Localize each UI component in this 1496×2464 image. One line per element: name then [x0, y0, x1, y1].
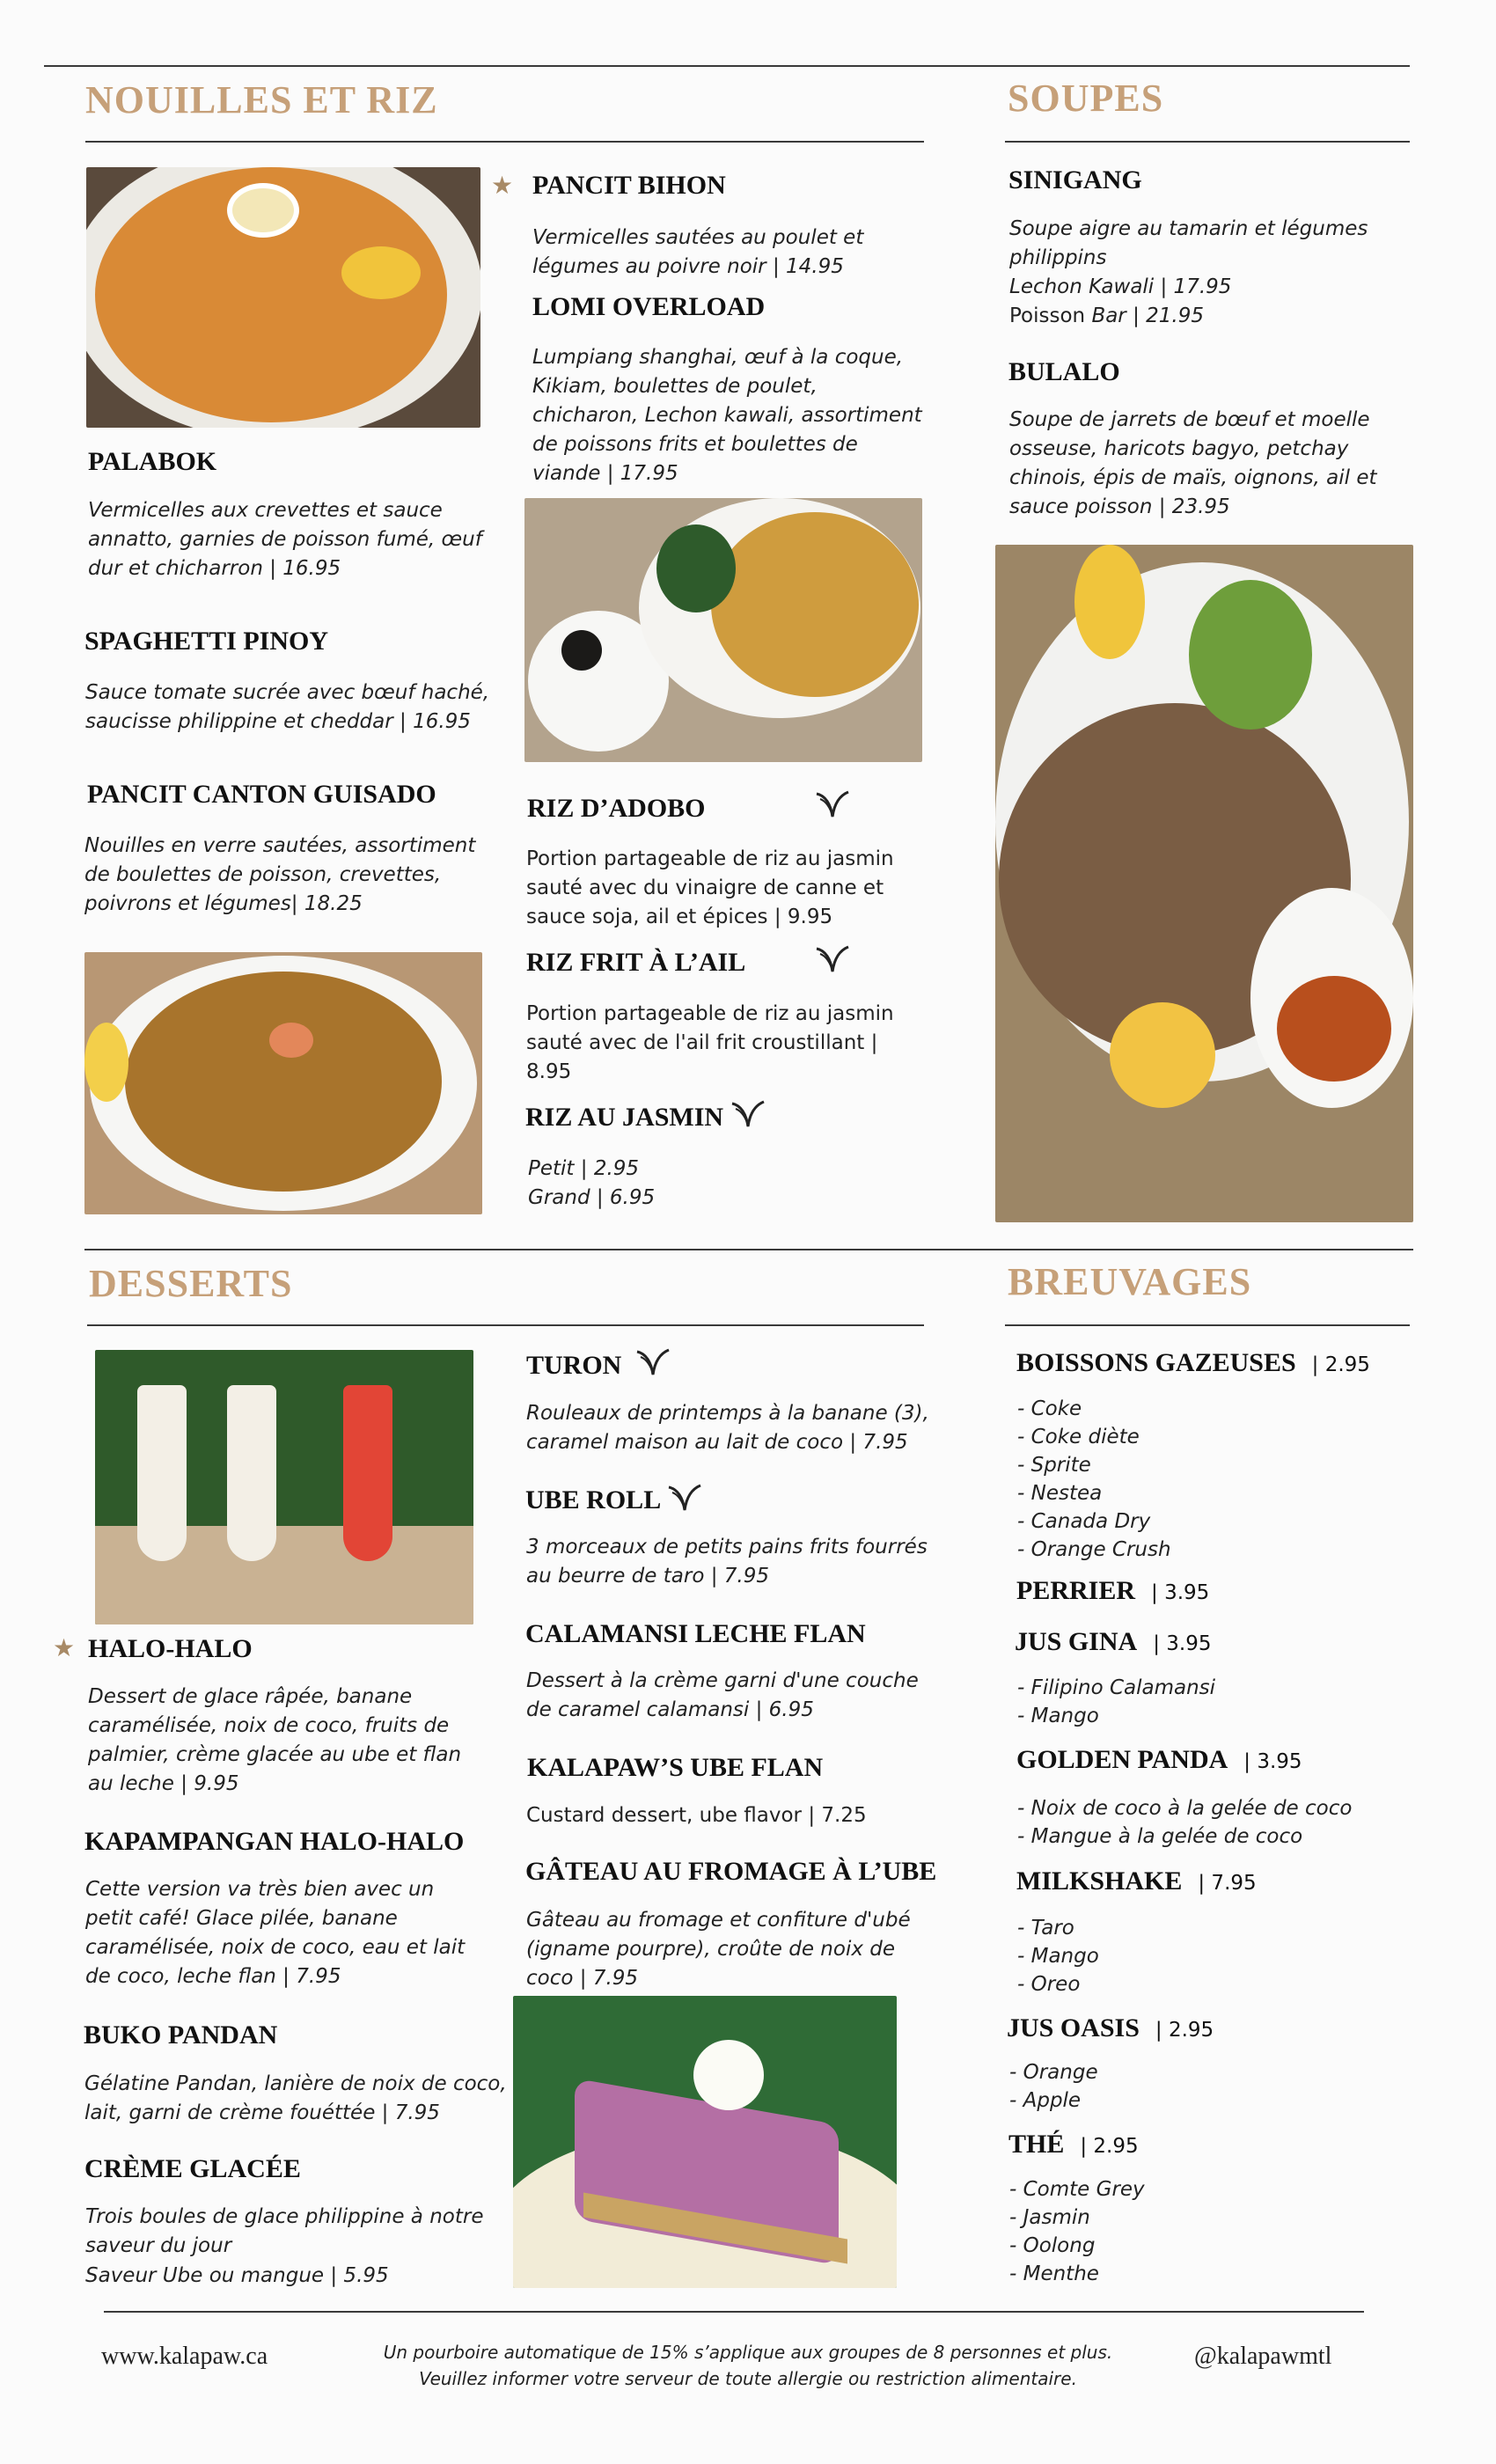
drink-list-panda [1017, 1794, 1352, 1851]
drink-price-gazeuses: | 2.95 [1311, 1353, 1370, 1376]
list-item: - Noix de coco à la gelée de coco [1017, 1797, 1353, 1820]
drink-price-milkshake: | 7.95 [1198, 1872, 1257, 1895]
item-title-calamansi: CALAMANSI LECHE FLAN [525, 1619, 866, 1648]
drink-list-gina [1017, 1674, 1215, 1730]
vegetarian-leaf-icon [813, 945, 852, 975]
list-item: - Canada Dry [1017, 1510, 1151, 1533]
item-title-bulalo: BULALO [1008, 357, 1120, 386]
item-desc-buko: Gélatine Pandan, lanière de noix de coco, lait, garni de crème fouéttée | 7.95 [84, 2072, 507, 2124]
footer-website[interactable]: www.kalapaw.ca [101, 2343, 268, 2370]
item-desc-spaghetti: Sauce tomate sucrée avec bœuf haché, saucisse philippine et cheddar | 16.95 [85, 681, 490, 733]
drink-name-gina: JUS GINA [1015, 1627, 1138, 1656]
vegetarian-leaf-icon [665, 1484, 704, 1514]
fish-label: Poisson [1009, 304, 1092, 327]
section-title-drinks: BREUVAGES [1008, 1260, 1252, 1303]
footer-rule [104, 2311, 1364, 2313]
item-title-canton: PANCIT CANTON GUISADO [87, 780, 436, 809]
drink-title-perrier [1016, 1576, 1209, 1606]
list-item: - Nestea [1017, 1482, 1103, 1505]
drink-price-oasis: | 2.95 [1155, 2019, 1214, 2042]
item-title-sinigang: SINIGANG [1008, 165, 1142, 194]
section-title-noodles: NOUILLES ET RIZ [85, 78, 438, 121]
item-title-adobo: RIZ D’ADOBO [527, 794, 706, 823]
item-price-creme: Saveur Ube ou mangue | 5.95 [85, 2264, 389, 2287]
section-title-desserts: DESSERTS [89, 1262, 293, 1305]
halo-halo-photo [95, 1350, 473, 1624]
drink-list-milkshake [1017, 1914, 1099, 1998]
drink-title-gazeuses [1016, 1348, 1370, 1378]
item-title-turon: TURON [526, 1351, 622, 1380]
section-rule-desserts [87, 1324, 924, 1326]
item-desc-palabok: Vermicelles aux crevettes et sauce annatto, garnies de poisson fumé, œuf dur et chicharron | 16.95 [88, 499, 482, 580]
item-title-uberoll: UBE ROLL [525, 1485, 662, 1514]
item-desc-bihon: Vermicelles sautées au poulet et légumes au poivre noir | 14.95 [532, 226, 864, 278]
fish-price: Bar | 21.95 [1091, 304, 1204, 327]
drink-title-gina [1015, 1627, 1211, 1657]
drink-list-the [1009, 2175, 1145, 2288]
item-desc-creme: Trois boules de glace philippine à notre saveur du jour [85, 2205, 484, 2257]
drink-price-gina: | 3.95 [1153, 1632, 1212, 1655]
star-icon: ★ [53, 1633, 76, 1662]
list-item: - Coke [1017, 1397, 1082, 1420]
item-desc-bulalo: Soupe de jarrets de bœuf et moelle osseuse, haricots bagyo, petchay chinois, épis de maïs, oignons, ail et sauce poisson | 23.95 [1009, 408, 1377, 518]
item-desc-calamansi: Dessert à la crème garni d'une couche de caramel calamansi | 6.95 [526, 1669, 919, 1721]
list-item: - Orange Crush [1017, 1538, 1171, 1561]
drink-title-the [1008, 2130, 1139, 2160]
drink-list-gazeuses [1017, 1395, 1171, 1564]
list-item: - Filipino Calamansi [1017, 1676, 1216, 1699]
list-item: - Sprite [1017, 1454, 1091, 1477]
item-title-lomi: LOMI OVERLOAD [532, 292, 766, 321]
section-rule-soups [1005, 141, 1410, 143]
item-title-spaghetti: SPAGHETTI PINOY [84, 627, 328, 656]
item-title-buko: BUKO PANDAN [84, 2020, 278, 2050]
drink-name-perrier: PERRIER [1016, 1576, 1136, 1605]
list-item: - Mangue à la gelée de coco [1017, 1825, 1303, 1848]
item-desc-halo: Dessert de glace râpée, banane caramélisée, noix de coco, fruits de palmier, crème glacée au ube et flan au leche | 9.95 [88, 1685, 462, 1795]
item-desc-lomi: Lumpiang shanghai, œuf à la coque, Kikiam, boulettes de poulet, chicharon, Lechon kawali, assortiment de poissons frits et boulettes de viande | 17.95 [532, 346, 922, 485]
vegetarian-leaf-icon [634, 1348, 672, 1378]
item-title-garlic: RIZ FRIT À L’AIL [526, 948, 746, 977]
drink-price-the: | 2.95 [1080, 2135, 1139, 2158]
pancit-canton-photo [84, 952, 482, 1214]
item-desc-garlic: Portion partageable de riz au jasmin sauté avec de l'ail frit croustillant | 8.95 [526, 1002, 894, 1083]
top-rule [44, 65, 1410, 67]
vegetarian-leaf-icon [729, 1100, 767, 1130]
palabok-photo [86, 167, 480, 428]
item-desc-turon: Rouleaux de printemps à la banane (3), caramel maison au lait de coco | 7.95 [526, 1402, 929, 1454]
star-icon: ★ [491, 171, 514, 200]
section-rule-noodles [85, 141, 924, 143]
drink-title-panda [1016, 1745, 1302, 1775]
footer-note-line1: Un pourboire automatique de 15% s’applique aux groupes de 8 personnes et plus. [383, 2342, 1113, 2363]
item-desc-uberoll: 3 morceaux de petits pains frits fourrés au beurre de taro | 7.95 [526, 1536, 928, 1588]
item-title-jasmine: RIZ AU JASMIN [525, 1103, 724, 1132]
item-desc-adobo: Portion partageable de riz au jasmin sauté avec du vinaigre de canne et sauce soja, ail et épices | 9.95 [526, 847, 894, 928]
item-title-creme: CRÈME GLACÉE [84, 2154, 301, 2183]
item-title-gateau: GÂTEAU AU FROMAGE À L’UBE [525, 1857, 937, 1886]
item-title-halo: HALO-HALO [88, 1634, 253, 1663]
item-desc-jasmine-large: Grand | 6.95 [528, 1186, 656, 1209]
item-title-kapampangan: KAPAMPANGAN HALO-HALO [84, 1827, 465, 1856]
item-price-sinigang-lechon: Lechon Kawali | 17.95 [1009, 275, 1232, 298]
item-title-ubeflan: KALAPAW’S UBE FLAN [527, 1753, 824, 1782]
drink-name-oasis: JUS OASIS [1007, 2013, 1140, 2042]
item-desc-ubeflan: Custard dessert, ube flavor | 7.25 [526, 1804, 867, 1827]
item-price-sinigang-fish [1009, 302, 1204, 331]
item-desc-gateau: Gâteau au fromage et confiture d'ubé (igname pourpre), croûte de noix de coco | 7.95 [526, 1909, 911, 1990]
bulalo-photo [995, 545, 1413, 1222]
drink-list-oasis [1009, 2058, 1098, 2115]
list-item: - Orange [1009, 2061, 1098, 2084]
list-item: - Coke diète [1017, 1426, 1140, 1448]
vegetarian-leaf-icon [813, 790, 852, 820]
footer-note [343, 2339, 1153, 2392]
drink-title-milkshake [1016, 1866, 1257, 1896]
list-item: - Taro [1017, 1917, 1074, 1940]
section-rule-drinks [1005, 1324, 1410, 1326]
drink-name-gazeuses: BOISSONS GAZEUSES [1016, 1348, 1296, 1377]
drink-name-milkshake: MILKSHAKE [1016, 1866, 1183, 1896]
drink-name-the: THÉ [1008, 2130, 1065, 2159]
ube-cheesecake-photo [513, 1996, 897, 2288]
list-item: - Menthe [1009, 2262, 1099, 2285]
list-item: - Mango [1017, 1945, 1099, 1968]
list-item: - Comte Grey [1009, 2178, 1145, 2201]
footer-instagram-handle[interactable]: @kalapawmtl [1194, 2343, 1332, 2370]
item-desc-canton: Nouilles en verre sautées, assortiment de boulettes de poisson, crevettes, poivrons et légumes| 18.25 [84, 834, 476, 915]
drink-title-oasis [1007, 2013, 1214, 2043]
item-title-palabok: PALABOK [88, 447, 217, 476]
list-item: - Oolong [1009, 2234, 1096, 2257]
section-title-soups: SOUPES [1008, 77, 1164, 120]
item-desc-kapampangan: Cette version va très bien avec un petit café! Glace pilée, banane caramélisée, noix de coco, eau et lait de coco, leche flan | 7.95 [85, 1878, 466, 1988]
drink-price-panda: | 3.95 [1243, 1750, 1302, 1773]
list-item: - Apple [1009, 2089, 1082, 2112]
item-desc-sinigang: Soupe aigre au tamarin et légumes philippins [1009, 217, 1368, 269]
footer-note-line2: Veuillez informer votre serveur de toute allergie ou restriction alimentaire. [419, 2368, 1077, 2389]
middle-rule [84, 1249, 1413, 1250]
lomi-overload-photo [524, 498, 922, 762]
item-desc-jasmine-small: Petit | 2.95 [528, 1157, 640, 1180]
drink-name-panda: GOLDEN PANDA [1016, 1745, 1228, 1774]
item-title-bihon: PANCIT BIHON [532, 171, 726, 200]
drink-price-perrier: | 3.95 [1151, 1581, 1210, 1604]
list-item: - Oreo [1017, 1973, 1081, 1996]
list-item: - Jasmin [1009, 2206, 1090, 2229]
list-item: - Mango [1017, 1705, 1099, 1727]
